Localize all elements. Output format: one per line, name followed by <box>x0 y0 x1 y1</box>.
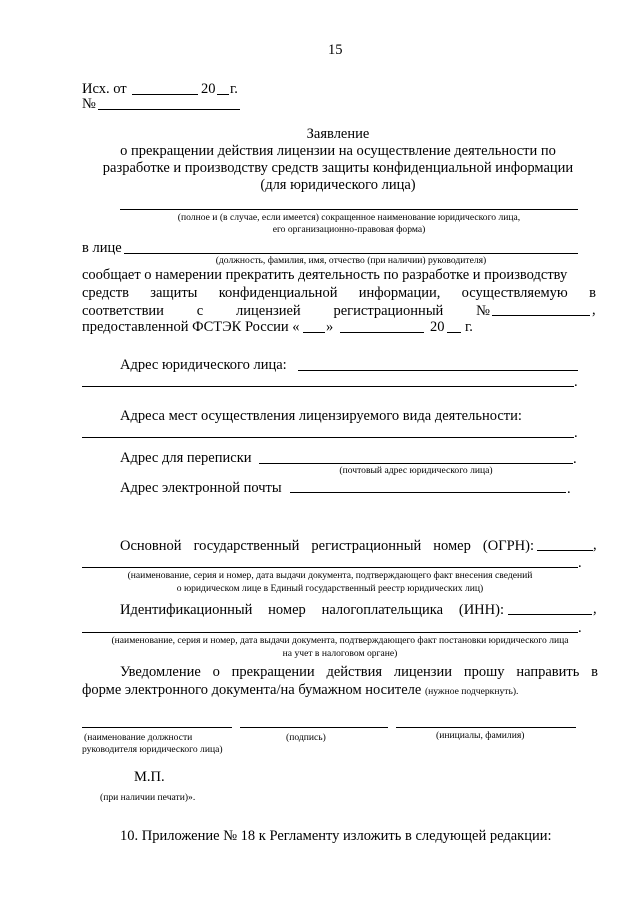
license-month-line <box>340 332 424 333</box>
page-number: 15 <box>328 42 343 58</box>
ogrn-caption-1: (наименование, серия и номер, дата выдачи документа, подтверждающего факт внесения сведений <box>127 570 533 581</box>
body-line-4-year-prefix: 20 <box>430 319 445 335</box>
ogrn-caption-2: о юридическом лице в Единый государственный реестр юридических лиц) <box>176 583 484 594</box>
org-name-caption-2: его организационно-правовая форма) <box>272 224 426 235</box>
signature-sign-caption: (подпись) <box>286 732 326 743</box>
body-line-4-year-suffix: г. <box>465 319 473 335</box>
activity-places-line <box>82 437 574 438</box>
signature-position-line <box>82 727 232 728</box>
in-person-caption: (должность, фамилия, имя, отчество (при наличии) руководителя) <box>215 255 487 266</box>
outgoing-from-label: Исх. от <box>82 81 127 97</box>
ogrn-document-line <box>82 567 578 568</box>
in-person-label: в лице <box>82 240 122 256</box>
email-line <box>290 492 566 493</box>
inn-caption-1: (наименование, серия и номер, дата выдачи документа, подтверждающего факт постановки юридического лица <box>111 635 569 646</box>
body-line-2-word: в <box>589 285 596 301</box>
appendix-line: 10. Приложение № 18 к Регламенту изложить в следующей редакции: <box>120 828 552 844</box>
body-line-3-word: с <box>196 303 204 319</box>
notice-word: лицензии <box>393 664 453 680</box>
inn-label <box>120 602 504 619</box>
inn-document-dot: . <box>578 620 582 636</box>
legal-address-line-1 <box>298 370 578 371</box>
outgoing-date-line <box>132 94 198 95</box>
title-line-1: о прекращении действия лицензии на осуществление деятельности по <box>120 143 556 159</box>
inn-value-line <box>508 614 592 615</box>
activity-places-label: Адреса мест осуществления лицензируемого вида деятельности: <box>120 408 522 424</box>
notice-word: направить <box>516 664 580 680</box>
body-line-2-word: защиты <box>150 285 198 301</box>
stamp-place-label: М.П. <box>134 769 165 785</box>
inn-comma: , <box>593 601 597 617</box>
body-line-3-comma: , <box>592 302 596 318</box>
notice-word: Уведомление <box>120 664 201 680</box>
outgoing-number-line <box>98 109 240 110</box>
body-line-3 <box>82 303 490 320</box>
notice-word: действия <box>326 664 383 680</box>
signature-position-caption-2: руководителя юридического лица) <box>82 744 223 755</box>
outgoing-number-label: № <box>82 96 96 112</box>
mail-address-dot: . <box>573 451 577 467</box>
ogrn-label-word: Основной <box>120 538 182 554</box>
body-line-4-quote: » <box>326 319 334 335</box>
body-line-2-word: осуществляемую <box>461 285 568 301</box>
body-line-3-word: соответствии <box>82 303 164 319</box>
inn-label-word: Идентификационный <box>120 602 253 618</box>
inn-label-word: (ИНН): <box>458 602 504 618</box>
inn-label-word: налогоплательщика <box>321 602 444 618</box>
body-line-3-word: лицензией <box>236 303 301 319</box>
ogrn-document-dot: . <box>578 555 582 571</box>
mail-address-label: Адрес для переписки <box>120 450 252 466</box>
inn-label-word: номер <box>268 602 306 618</box>
signature-position-caption-1: (наименование должности <box>84 732 193 743</box>
inn-document-line <box>82 632 578 633</box>
stamp-place-caption: (при наличии печати)». <box>100 792 196 803</box>
ogrn-label-word: государственный <box>193 538 300 554</box>
mail-address-caption: (почтовый адрес юридического лица) <box>339 465 493 476</box>
ogrn-label-word: (ОГРН): <box>482 538 534 554</box>
legal-address-line-2 <box>82 386 574 387</box>
outgoing-year-line <box>217 94 229 95</box>
notice-word: прошу <box>463 664 505 680</box>
org-name-caption-1: (полное и (в случае, если имеется) сокращенное наименование юридического лица, <box>177 212 521 223</box>
inn-caption-2: на учет в налоговом органе) <box>282 648 398 659</box>
body-line-1: сообщает о намерении прекратить деятельность по разработке и производству <box>82 267 568 283</box>
legal-address-dot: . <box>574 374 578 390</box>
title-zayavlenie: Заявление <box>306 126 370 142</box>
license-year-line <box>447 332 461 333</box>
body-line-3-word: регистрационный <box>333 303 444 319</box>
notice-line-2 <box>82 683 518 698</box>
ogrn-label-word: номер <box>433 538 471 554</box>
email-dot: . <box>567 481 571 497</box>
title-line-2: разработке и производству средств защиты конфиденциальной информации <box>102 160 574 176</box>
signature-name-line <box>396 727 576 728</box>
notice-word: о <box>212 664 220 680</box>
signature-sign-line <box>240 727 388 728</box>
in-person-line <box>124 253 578 254</box>
body-line-3-word: № <box>476 303 490 319</box>
notice-word: в <box>591 664 598 680</box>
notice-line-1 <box>120 664 598 681</box>
body-line-2-word: конфиденциальной <box>218 285 338 301</box>
ogrn-label <box>120 538 534 555</box>
body-line-2 <box>82 285 596 302</box>
activity-places-dot: . <box>574 425 578 441</box>
legal-address-label: Адрес юридического лица: <box>120 357 287 373</box>
org-name-line <box>120 209 578 210</box>
notice-underline-hint: (нужное подчеркнуть). <box>424 686 519 697</box>
signature-name-caption: (инициалы, фамилия) <box>436 730 525 741</box>
body-line-4-start: предоставленной ФСТЭК России « <box>82 319 300 335</box>
outgoing-year-prefix: 20 <box>201 81 216 97</box>
license-day-line <box>303 332 325 333</box>
body-line-2-word: средств <box>82 285 129 301</box>
body-line-2-word: информации, <box>358 285 441 301</box>
email-label: Адрес электронной почты <box>120 480 282 496</box>
ogrn-value-line <box>537 550 593 551</box>
license-number-line <box>492 315 590 316</box>
notice-line-2-text: форме электронного документа/на бумажном носителе <box>82 682 422 698</box>
title-line-3: (для юридического лица) <box>260 177 416 193</box>
outgoing-year-suffix: г. <box>230 81 238 97</box>
ogrn-comma: , <box>593 537 597 553</box>
mail-address-line <box>259 463 573 464</box>
ogrn-label-word: регистрационный <box>311 538 422 554</box>
notice-word: прекращении <box>231 664 315 680</box>
